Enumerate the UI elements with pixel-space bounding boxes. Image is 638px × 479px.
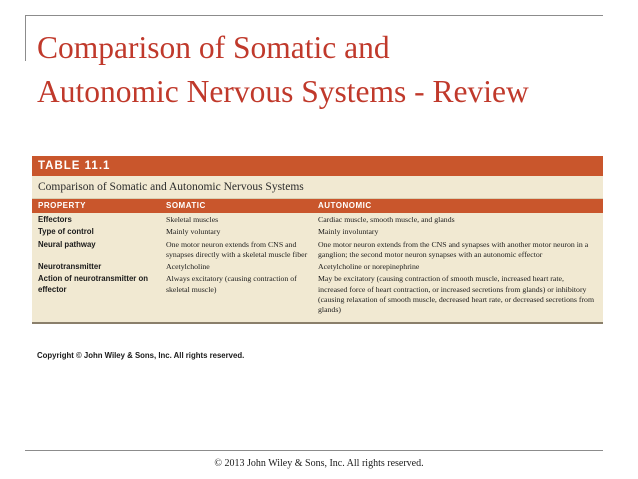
column-header-autonomic: AUTONOMIC [318,201,372,210]
row-property: Neural pathway [38,239,96,249]
footer-copyright: © 2013 John Wiley & Sons, Inc. All rights reserved. [214,458,424,469]
table-copyright: Copyright © John Wiley & Sons, Inc. All rights reserved. [37,351,245,360]
row-somatic: Always excitatory (causing contraction of skeletal muscle) [166,274,297,294]
column-header-somatic: SOMATIC [166,201,206,210]
table-row [32,215,603,225]
table-row [32,227,603,237]
row-autonomic: Mainly involuntary [318,227,379,237]
row-property: Effectors [38,215,72,224]
row-somatic: Acetylcholine [166,262,210,272]
table-header-row [32,199,603,213]
column-header-property: PROPERTY [38,201,87,210]
top-rule [25,15,603,16]
table-caption: Comparison of Somatic and Autonomic Nervous Systems [32,176,603,199]
row-property: Type of control [38,227,94,237]
table-row [32,262,603,272]
row-somatic: Skeletal muscles [166,215,219,224]
slide-title [37,26,617,114]
left-rule [25,15,26,61]
slide-title-line-2: Autonomic Nervous Systems - Review [37,74,529,109]
row-somatic: One motor neuron extends from CNS and synapses directly with a skeletal muscle fiber [166,239,308,259]
row-property: Action of neurotransmitter on effector [38,274,149,294]
table-row [32,274,603,315]
table-row [32,240,603,261]
row-somatic: Mainly voluntary [166,227,221,237]
row-autonomic: One motor neuron extends from the CNS and synapses with another motor neuron in a ganglion; the second motor neuron synapses with an autonomic effector [318,239,589,259]
row-property: Neurotransmitter [38,262,102,272]
comparison-table [32,156,603,324]
table-body [32,213,603,324]
row-autonomic: May be excitatory (causing contraction of smooth muscle, increased heart rate, increased force of heart contraction, or increased secretions from glands) or inhibitory (causing relaxation of smooth muscle, decreased heart rate, or decreased secretions from glands) [318,274,595,315]
row-autonomic: Acetylcholine or norepinephrine [318,262,420,272]
slide-title-line-1: Comparison of Somatic and [37,30,390,65]
bottom-rule [25,450,603,451]
row-autonomic: Cardiac muscle, smooth muscle, and glands [318,215,455,224]
table-label: TABLE 11.1 [32,156,603,176]
